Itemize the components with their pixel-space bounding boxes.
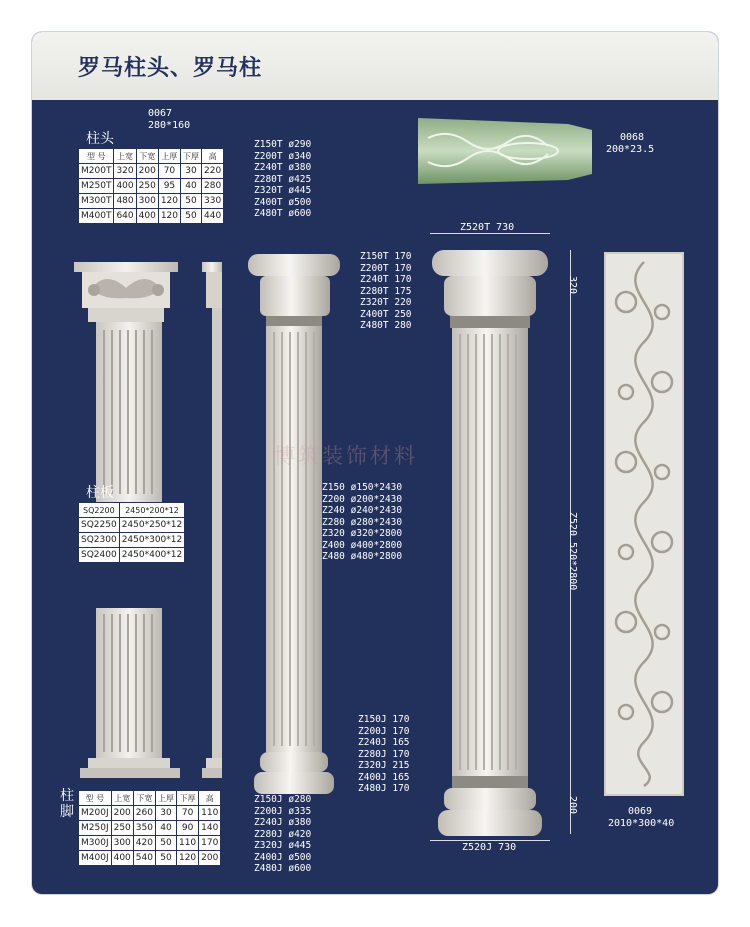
table-row (79, 836, 221, 851)
top-height-row-code: Z150T (360, 251, 389, 262)
table-header-cell: 下厚 (176, 791, 198, 806)
base-code-row-code: Z240J (254, 817, 283, 828)
base-code-row-value: 600 (294, 863, 312, 874)
shaft-code-row-code: Z320 (322, 528, 345, 539)
shaft-code-row (322, 540, 402, 552)
table-cell: 90 (176, 821, 198, 836)
table-row (79, 164, 224, 179)
base-height-row (358, 749, 410, 761)
base-spec-table (78, 790, 221, 866)
table-cell: 30 (155, 806, 176, 821)
base-code-row-code: Z320J (254, 840, 283, 851)
table-cell: 400 (111, 851, 133, 866)
base-code-row (254, 852, 311, 864)
board-label: 柱板 (86, 485, 114, 501)
base-code-row (254, 840, 311, 852)
table-cell: 200 (136, 164, 158, 179)
base-code-row-value: 380 (294, 817, 312, 828)
top-code-row (254, 185, 311, 197)
top-height-row (360, 263, 412, 275)
top-code-row (254, 139, 311, 151)
table-cell: 170 (199, 836, 221, 851)
top-height-row (360, 297, 412, 309)
base-height-row (358, 737, 410, 749)
table-cell: 95 (158, 179, 180, 194)
base-code-row-code: Z150J (254, 794, 283, 805)
table-cell: 50 (155, 836, 176, 851)
table-cell: 420 (133, 836, 155, 851)
table-row (79, 806, 221, 821)
top-height-row-value: 170 (394, 251, 412, 262)
diameter-symbol: ø (344, 493, 357, 505)
table-row (79, 503, 185, 518)
table-row (79, 179, 224, 194)
table-header-cell: 下宽 (136, 149, 158, 164)
panel-code: 0069 (628, 806, 653, 817)
table-cell: 50 (155, 851, 176, 866)
header-bar (32, 32, 718, 100)
table-cell: 2450*200*12 (119, 503, 185, 518)
ornament-panel-image (604, 252, 684, 796)
table-row (79, 209, 224, 224)
column-shaft-list (322, 482, 402, 563)
table-cell: 260 (133, 806, 155, 821)
table-cell: 2450*400*12 (119, 548, 185, 563)
base-height-row (358, 772, 410, 784)
table-cell: 250 (111, 821, 133, 836)
table-cell: 70 (176, 806, 198, 821)
base-height-row-value: 215 (392, 760, 410, 771)
base-height-row-value: 165 (392, 771, 410, 783)
table-cell: 200 (111, 806, 133, 821)
base-height-row-code: Z280J (358, 748, 387, 760)
table-cell: 120 (158, 209, 180, 224)
base-code-row-value: 420 (294, 828, 312, 840)
base-label: 柱脚 (60, 788, 74, 820)
diameter-symbol: ø (344, 539, 357, 551)
top-code-row-value: 600 (294, 208, 312, 219)
table-cell: 300 (111, 836, 133, 851)
table-header-cell: 型 号 (79, 149, 114, 164)
table-cell: 400 (114, 179, 136, 194)
diameter-symbol: ø (282, 817, 295, 828)
base-height-row-code: Z150J (358, 714, 387, 725)
table-cell: 400 (136, 209, 158, 224)
base-height-row-value: 170 (392, 725, 410, 737)
shaft-code-row-value: 280*2430 (356, 516, 403, 528)
top-code-row-value: 340 (294, 150, 312, 162)
top-height-row-value: 170 (394, 274, 412, 285)
big-column-base-label: Z520J 730 (462, 842, 517, 853)
table-cell: 350 (133, 821, 155, 836)
big-column-drawing (430, 244, 554, 844)
shaft-code-row (322, 528, 402, 540)
shaft-code-row-code: Z240 (322, 505, 345, 516)
table-cell: M200J (79, 806, 112, 821)
top-height-row-code: Z200T (360, 262, 389, 274)
base-code-row-value: 335 (294, 805, 312, 817)
cornice-code: 0068 (620, 132, 645, 143)
capital-spec-table (78, 148, 224, 224)
dimension-line (430, 233, 550, 234)
table-header-cell: 上宽 (114, 149, 136, 164)
table-cell: 40 (181, 179, 202, 194)
base-height-row-value: 170 (392, 714, 410, 725)
base-code-row-code: Z200J (254, 805, 283, 817)
shaft-code-row-value: 480*2800 (356, 551, 403, 562)
table-header-cell: 上厚 (158, 149, 180, 164)
base-height-row-code: Z240J (358, 737, 387, 748)
top-height-row-code: Z240T (360, 274, 389, 285)
table-row (79, 533, 185, 548)
table-cell: 50 (181, 194, 202, 209)
table-cell: 540 (133, 851, 155, 866)
column-base-list (254, 794, 311, 875)
top-height-row (360, 251, 412, 263)
base-height-row-code: Z480J (358, 783, 387, 794)
table-cell: 640 (114, 209, 136, 224)
table-row (79, 548, 185, 563)
top-height-row (360, 274, 412, 286)
shaft-code-row (322, 551, 402, 563)
shaft-code-row (322, 482, 402, 494)
base-code-row (254, 794, 311, 806)
table-cell: SQ2200 (79, 503, 120, 518)
shaft-code-row-code: Z150 (322, 482, 345, 493)
diameter-symbol: ø (282, 173, 295, 185)
dimension-line (430, 840, 550, 841)
diameter-symbol: ø (282, 162, 295, 173)
panel-size: 2010*300*40 (608, 818, 675, 829)
top-height-row (360, 320, 412, 332)
big-column-top-height: 320 (567, 276, 578, 295)
table-header-row (79, 791, 221, 806)
shaft-code-row-value: 150*2430 (356, 482, 403, 493)
shaft-code-row (322, 517, 402, 529)
base-height-row (358, 783, 410, 795)
table-cell: 2450*300*12 (119, 533, 185, 548)
table-header-cell: 型 号 (79, 791, 112, 806)
shaft-code-row-code: Z480 (322, 551, 345, 562)
diameter-symbol: ø (282, 196, 295, 208)
base-height-row-code: Z200J (358, 725, 387, 737)
table-header-cell: 下厚 (181, 149, 202, 164)
cornice-size: 200*23.5 (606, 144, 655, 155)
top-height-row (360, 309, 412, 321)
diameter-symbol: ø (282, 805, 295, 817)
top-code-row-code: Z240T (254, 162, 283, 173)
table-cell: M250T (79, 179, 114, 194)
base-code-row (254, 806, 311, 818)
table-header-cell: 高 (199, 791, 221, 806)
base-code-row (254, 863, 311, 875)
top-height-row-value: 220 (394, 297, 412, 308)
base-height-row (358, 760, 410, 772)
top-code-row (254, 151, 311, 163)
shaft-code-row-value: 320*2800 (356, 528, 403, 539)
base-height-row (358, 714, 410, 726)
diameter-symbol: ø (282, 828, 295, 840)
top-code-row (254, 197, 311, 209)
table-cell: 250 (136, 179, 158, 194)
table-cell: M200T (79, 164, 114, 179)
table-cell: M400J (79, 851, 112, 866)
table-cell: 110 (199, 806, 221, 821)
capital-size: 280*160 (148, 120, 191, 131)
board-spec-table (78, 502, 185, 563)
top-height-row-value: 170 (394, 262, 412, 274)
table-cell: M300J (79, 836, 112, 851)
base-code-row-code: Z400J (254, 851, 283, 863)
shaft-code-row (322, 505, 402, 517)
top-height-row (360, 286, 412, 298)
table-cell: 300 (136, 194, 158, 209)
top-code-row-value: 425 (294, 173, 312, 185)
diameter-symbol: ø (282, 863, 295, 874)
table-row (79, 821, 221, 836)
shaft-code-row-value: 200*2430 (356, 493, 403, 505)
table-header-row (79, 149, 224, 164)
diameter-symbol: ø (282, 794, 295, 805)
diameter-symbol: ø (282, 208, 295, 219)
base-height-row (358, 726, 410, 738)
table-cell: 110 (176, 836, 198, 851)
base-code-row-code: Z280J (254, 828, 283, 840)
diameter-symbol: ø (282, 150, 295, 162)
table-row (79, 194, 224, 209)
table-cell: 480 (114, 194, 136, 209)
base-code-row (254, 829, 311, 841)
capital-label: 柱头 (86, 131, 114, 147)
table-cell: M250J (79, 821, 112, 836)
page-title: 罗马柱头、罗马柱 (78, 56, 263, 81)
table-cell: 40 (155, 821, 176, 836)
diameter-symbol: ø (344, 482, 357, 493)
diameter-symbol: ø (344, 528, 357, 539)
table-row (79, 518, 185, 533)
diameter-symbol: ø (344, 516, 357, 528)
table-cell: M300T (79, 194, 114, 209)
table-header-cell: 上宽 (111, 791, 133, 806)
table-cell: 120 (176, 851, 198, 866)
top-code-row-value: 290 (294, 139, 312, 150)
top-code-row-code: Z480T (254, 208, 283, 219)
big-column-top-label: Z520T 730 (460, 222, 515, 233)
top-height-row-value: 250 (394, 308, 412, 320)
base-height-row-code: Z320J (358, 760, 387, 771)
top-code-row-code: Z320T (254, 185, 283, 196)
column-top-height-list (360, 251, 412, 332)
diameter-symbol: ø (282, 840, 295, 851)
table-header-cell: 高 (202, 149, 224, 164)
top-height-row-value: 175 (394, 285, 412, 297)
top-height-row-code: Z320T (360, 297, 389, 308)
table-cell: 200 (199, 851, 221, 866)
top-height-row-code: Z280T (360, 285, 389, 297)
top-code-row-code: Z400T (254, 196, 283, 208)
table-cell: 120 (158, 194, 180, 209)
base-code-row-value: 500 (294, 851, 312, 863)
table-cell: 220 (202, 164, 224, 179)
cornice-image (418, 118, 592, 184)
big-column-shaft-label: Z520 520*2800 (567, 512, 578, 591)
base-height-row-value: 170 (392, 783, 410, 794)
top-code-row-code: Z200T (254, 150, 283, 162)
capital-code: 0067 (148, 108, 173, 119)
table-row (79, 851, 221, 866)
table-cell: M400T (79, 209, 114, 224)
diameter-symbol: ø (282, 139, 295, 150)
top-code-row-code: Z280T (254, 173, 283, 185)
base-code-row-code: Z480J (254, 863, 283, 874)
big-column-base-height: 200 (567, 796, 578, 815)
table-cell: 330 (202, 194, 224, 209)
shaft-code-row (322, 494, 402, 506)
table-cell: 30 (181, 164, 202, 179)
top-code-row-value: 380 (294, 162, 312, 173)
table-cell: SQ2300 (79, 533, 120, 548)
top-code-row (254, 208, 311, 220)
table-cell: 50 (181, 209, 202, 224)
top-code-row-value: 500 (294, 196, 312, 208)
table-cell: SQ2400 (79, 548, 120, 563)
base-code-row-value: 280 (294, 794, 312, 805)
table-cell: 2450*250*12 (119, 518, 185, 533)
column-base-height-list (358, 714, 410, 795)
base-code-row-value: 445 (294, 840, 312, 851)
base-height-row-code: Z400J (358, 771, 387, 783)
diameter-symbol: ø (282, 185, 295, 196)
shaft-code-row-code: Z200 (322, 493, 345, 505)
shaft-code-row-value: 400*2800 (356, 539, 403, 551)
table-cell: 70 (158, 164, 180, 179)
table-cell: SQ2250 (79, 518, 120, 533)
top-code-row (254, 162, 311, 174)
table-header-cell: 上厚 (155, 791, 176, 806)
column-top-list (254, 139, 311, 220)
top-code-row (254, 174, 311, 186)
table-cell: 320 (114, 164, 136, 179)
diameter-symbol: ø (344, 505, 357, 516)
catalog-card (32, 32, 718, 894)
base-height-row-value: 170 (392, 748, 410, 760)
top-code-row-value: 445 (294, 185, 312, 196)
diameter-symbol: ø (282, 851, 295, 863)
table-cell: 440 (202, 209, 224, 224)
shaft-code-row-code: Z400 (322, 539, 345, 551)
table-header-cell: 下宽 (133, 791, 155, 806)
shaft-code-row-code: Z280 (322, 516, 345, 528)
top-height-row-code: Z400T (360, 308, 389, 320)
table-cell: 140 (199, 821, 221, 836)
diameter-symbol: ø (344, 551, 357, 562)
watermark: 博筑装饰材料 (274, 444, 418, 468)
shaft-code-row-value: 240*2430 (356, 505, 403, 516)
top-height-row-value: 280 (394, 320, 412, 331)
top-code-row-code: Z150T (254, 139, 283, 150)
base-height-row-value: 165 (392, 737, 410, 748)
top-height-row-code: Z480T (360, 320, 389, 331)
table-cell: 280 (202, 179, 224, 194)
base-code-row (254, 817, 311, 829)
